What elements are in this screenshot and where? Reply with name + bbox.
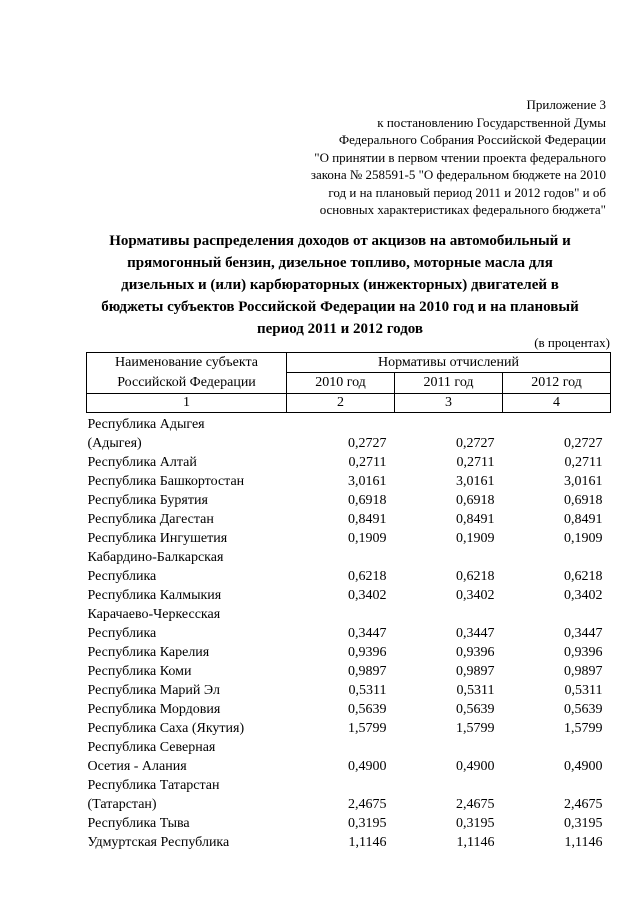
rate-2011-cell: 2,4675 <box>456 797 495 812</box>
appendix-header <box>246 96 606 219</box>
rate-2010-cell <box>287 548 395 567</box>
title-line: дизельных и (или) карбюраторных (инжекторных) двигателей в <box>121 277 559 293</box>
table-row <box>87 833 611 852</box>
region-name-cell: Республика Мордовия <box>87 702 221 717</box>
rate-2011-cell: 0,3195 <box>456 816 495 831</box>
appendix-line: к постановлению Государственной Думы <box>377 114 606 130</box>
appendix-line: закона № 258591-5 "О федеральном бюджете на 2010 <box>310 167 606 182</box>
rate-2011-cell <box>395 548 503 567</box>
rate-2011-cell: 0,6918 <box>456 493 495 508</box>
rate-2010-cell <box>287 738 395 757</box>
table-row <box>87 681 611 700</box>
table-body <box>87 413 611 853</box>
rate-2011-cell <box>395 738 503 757</box>
unit-note: (в процентах) <box>534 335 610 350</box>
rate-2012-cell: 3,0161 <box>564 474 603 489</box>
header-year-2012: 2012 год <box>503 373 611 394</box>
rate-2010-cell: 0,9396 <box>348 645 387 660</box>
region-name-cell: Республика Дагестан <box>87 512 214 527</box>
rate-2010-cell <box>287 776 395 795</box>
region-name-cell: Республика Алтай <box>87 455 197 470</box>
table-row <box>87 529 611 548</box>
rate-2010-cell: 0,3402 <box>348 588 387 603</box>
region-name-cell: Республика <box>87 626 157 641</box>
rate-2012-cell: 0,9396 <box>564 645 603 660</box>
rate-2012-cell: 0,5311 <box>564 683 603 698</box>
table-row <box>87 643 611 662</box>
rate-2011-cell: 1,5799 <box>456 721 495 736</box>
region-name-cell: Республика Калмыкия <box>87 588 222 603</box>
rate-2011-cell: 0,5311 <box>456 683 495 698</box>
region-name-cell: Республика Коми <box>87 664 192 679</box>
region-name-cell: Осетия - Алания <box>87 759 187 774</box>
header-col-number: 2 <box>287 394 395 413</box>
rate-2012-cell <box>503 548 611 567</box>
appendix-line: Приложение 3 <box>526 97 606 112</box>
rate-2012-cell <box>503 776 611 795</box>
region-name-cell: Республика <box>87 569 157 584</box>
rate-2012-cell: 0,3402 <box>564 588 603 603</box>
rate-2010-cell: 0,3195 <box>348 816 387 831</box>
rate-2012-cell: 0,6218 <box>564 569 603 584</box>
rate-2012-cell: 0,6918 <box>564 493 603 508</box>
rate-2010-cell: 0,9897 <box>348 664 387 679</box>
document-title <box>70 230 610 340</box>
rate-2010-cell: 0,6218 <box>348 569 387 584</box>
table-row <box>87 624 611 643</box>
table-row <box>87 491 611 510</box>
rate-2010-cell: 1,1146 <box>348 835 387 850</box>
title-line: Нормативы распределения доходов от акцизов на автомобильный и <box>109 233 571 249</box>
rate-2011-cell <box>395 605 503 624</box>
rate-2010-cell <box>287 413 395 435</box>
rate-2011-cell <box>395 413 503 435</box>
table-row <box>87 700 611 719</box>
rate-2011-cell: 0,4900 <box>456 759 495 774</box>
rate-2011-cell: 0,9396 <box>456 645 495 660</box>
table-row <box>87 719 611 738</box>
table-row <box>87 814 611 833</box>
rate-2012-cell: 0,3447 <box>564 626 603 641</box>
table-row <box>87 434 611 453</box>
allocation-table <box>86 352 611 852</box>
rate-2010-cell: 0,2711 <box>348 455 387 470</box>
rate-2012-cell <box>503 605 611 624</box>
rate-2011-cell: 0,8491 <box>456 512 495 527</box>
table-row <box>87 548 611 567</box>
rate-2012-cell: 0,4900 <box>564 759 603 774</box>
table-row <box>87 757 611 776</box>
region-name-cell: Республика Ингушетия <box>87 531 228 546</box>
appendix-line: "О принятии в первом чтении проекта федерального <box>314 149 606 165</box>
rate-2011-cell: 0,9897 <box>456 664 495 679</box>
header-region-name <box>87 353 287 394</box>
region-name-cell: Республика Карелия <box>87 645 210 660</box>
title-line: бюджеты субъектов Российской Федерации на 2010 год и на плановый <box>101 299 579 315</box>
appendix-line: Федерального Собрания Российской Федерации <box>338 132 606 147</box>
region-name-cell: Республика Бурятия <box>87 493 208 508</box>
region-name-cell: Республика Адыгея <box>87 417 205 432</box>
rate-2011-cell: 0,2727 <box>456 436 495 451</box>
rate-2010-cell: 3,0161 <box>348 474 387 489</box>
region-name-cell: Республика Северная <box>87 740 216 755</box>
region-name-cell: (Адыгея) <box>87 436 142 451</box>
rate-2012-cell: 0,3195 <box>564 816 603 831</box>
region-name-cell: Удмуртская Республика <box>87 835 230 850</box>
appendix-line: основных характеристиках федерального бюджета" <box>319 202 606 217</box>
header-region-name-text: Наименование субъекта Российской Федерации <box>115 355 258 390</box>
appendix-line: год и на плановый период 2011 и 2012 годов" и об <box>328 184 606 200</box>
header-col-number: 4 <box>503 394 611 413</box>
rate-2012-cell <box>503 738 611 757</box>
table-row <box>87 605 611 624</box>
rate-2010-cell: 0,5311 <box>348 683 387 698</box>
rate-2010-cell: 2,4675 <box>348 797 387 812</box>
header-year-2011: 2011 год <box>395 373 503 394</box>
header-year-2010: 2010 год <box>287 373 395 394</box>
rate-2010-cell: 0,1909 <box>348 531 387 546</box>
rate-2012-cell: 0,5639 <box>564 702 603 717</box>
title-line: прямогонный бензин, дизельное топливо, моторные масла для <box>127 255 553 271</box>
region-name-cell: Республика Саха (Якутия) <box>87 721 245 736</box>
rate-2011-cell: 0,1909 <box>456 531 495 546</box>
rate-2010-cell: 0,4900 <box>348 759 387 774</box>
table-row <box>87 472 611 491</box>
table-row <box>87 586 611 605</box>
table-header <box>87 353 611 413</box>
rate-2012-cell: 0,1909 <box>564 531 603 546</box>
region-name-cell: Карачаево-Черкесская <box>87 607 221 622</box>
rate-2011-cell: 3,0161 <box>456 474 495 489</box>
rate-2012-cell: 1,5799 <box>564 721 603 736</box>
rate-2010-cell: 0,6918 <box>348 493 387 508</box>
header-col-number: 3 <box>395 394 503 413</box>
rate-2011-cell <box>395 776 503 795</box>
rate-2012-cell: 0,9897 <box>564 664 603 679</box>
rate-2010-cell: 1,5799 <box>348 721 387 736</box>
region-name-cell: (Татарстан) <box>87 797 157 812</box>
rate-2012-cell: 0,2711 <box>564 455 603 470</box>
rate-2011-cell: 0,3402 <box>456 588 495 603</box>
rate-2012-cell: 1,1146 <box>564 835 603 850</box>
table-row <box>87 738 611 757</box>
table-row <box>87 453 611 472</box>
table-row <box>87 510 611 529</box>
table-row <box>87 567 611 586</box>
table-row <box>87 776 611 795</box>
rate-2010-cell: 0,8491 <box>348 512 387 527</box>
rate-2012-cell: 0,2727 <box>564 436 603 451</box>
rate-2011-cell: 0,6218 <box>456 569 495 584</box>
region-name-cell: Республика Башкортостан <box>87 474 245 489</box>
header-group-rates: Нормативы отчислений <box>287 353 611 373</box>
rate-2012-cell: 2,4675 <box>564 797 603 812</box>
region-name-cell: Республика Марий Эл <box>87 683 220 698</box>
region-name-cell: Кабардино-Балкарская <box>87 550 224 565</box>
table-row <box>87 662 611 681</box>
rate-2011-cell: 1,1146 <box>456 835 495 850</box>
rate-2011-cell: 0,5639 <box>456 702 495 717</box>
header-col-number: 1 <box>87 394 287 413</box>
region-name-cell: Республика Татарстан <box>87 778 220 793</box>
title-line: период 2011 и 2012 годов <box>256 321 424 337</box>
rate-2012-cell: 0,8491 <box>564 512 603 527</box>
table-row <box>87 413 611 435</box>
rate-2010-cell <box>287 605 395 624</box>
region-name-cell: Республика Тыва <box>87 816 190 831</box>
rate-2011-cell: 0,2711 <box>456 455 495 470</box>
rate-2010-cell: 0,5639 <box>348 702 387 717</box>
rate-2012-cell <box>503 413 611 435</box>
rate-2010-cell: 0,2727 <box>348 436 387 451</box>
rate-2011-cell: 0,3447 <box>456 626 495 641</box>
rate-2010-cell: 0,3447 <box>348 626 387 641</box>
table-row <box>87 795 611 814</box>
